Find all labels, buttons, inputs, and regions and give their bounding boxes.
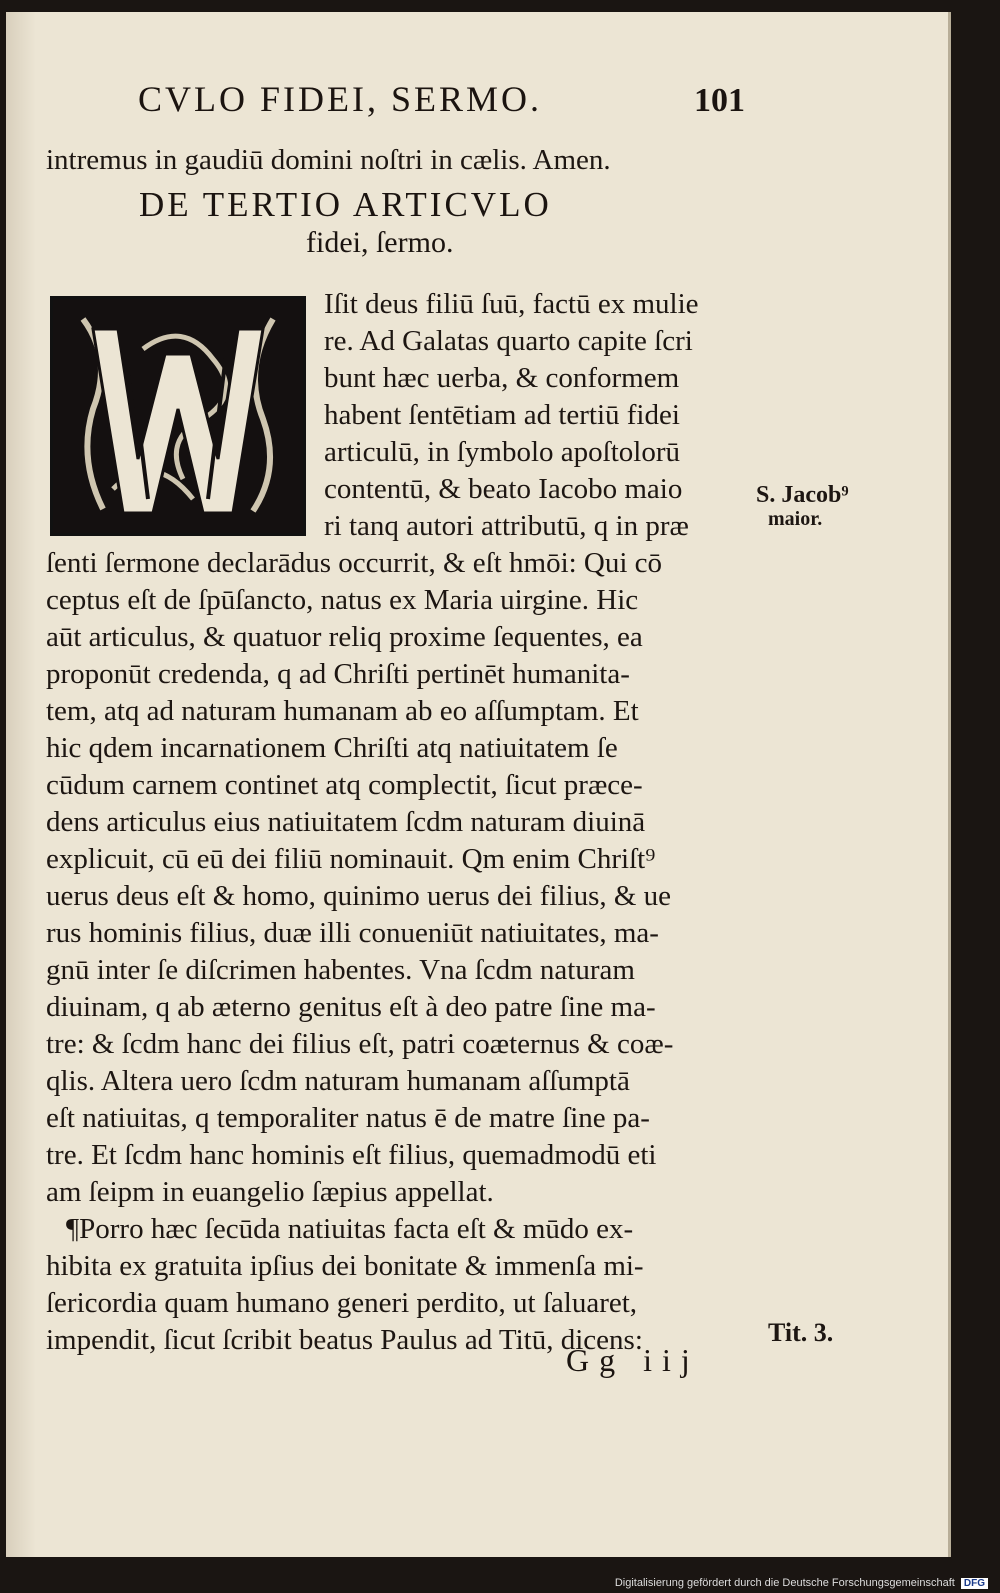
text-line: tre: & ſcdm hanc dei filius eſt, patri coæternus & coæ- xyxy=(46,1028,674,1060)
digitization-footer xyxy=(615,1577,988,1589)
text-line: intremus in gaudiū domini noſtri in cælis. Amen. xyxy=(46,144,611,176)
text-line: diuinam, q ab æterno genitus eſt à deo patre ſine ma- xyxy=(46,991,656,1023)
text-line: hibita ex gratuita ipſius dei bonitate & immenſa mi- xyxy=(46,1250,644,1282)
text-line: aūt articulus, & quatuor reliq proxime ſequentes, ea xyxy=(46,621,643,653)
text-line: ¶Porro hæc ſecūda natiuitas facta eſt & mūdo ex- xyxy=(66,1213,634,1245)
margin-note-tit: Tit. 3. xyxy=(768,1318,834,1347)
text-line: uerus deus eſt & homo, quinimo uerus dei filius, & ue xyxy=(46,880,672,912)
text-line: ri tanq autori attributū, q in præ xyxy=(324,510,689,542)
margin-note-jacob: S. Jacob⁹ xyxy=(756,482,849,508)
text-line: ſericordia quam humano generi perdito, ut ſaluaret, xyxy=(46,1287,638,1319)
text-line: eſt natiuitas, q temporaliter natus ē de matre ſine pa- xyxy=(46,1102,650,1134)
text-line: am ſeipm in euangelio ſæpius appellat. xyxy=(46,1176,494,1208)
text-line: tem, atq ad naturam humanam ab eo aſſumptam. Et xyxy=(46,695,639,727)
text-line: habent ſentētiam ad tertiū fidei xyxy=(324,399,680,431)
svg-text:M: M xyxy=(178,531,179,532)
text-line: proponūt credenda, q ad Chriſti pertinēt humanita- xyxy=(46,658,630,690)
dfg-logo: DFG xyxy=(961,1578,988,1589)
text-line: dens articulus eius natiuitatem ſcdm naturam diuinā xyxy=(46,806,646,838)
text-line: ſenti ſermone declarādus occurrit, & eſt hmōi: Qui cō xyxy=(46,547,663,579)
page-gutter-shade xyxy=(6,12,36,1557)
text-line: Iſit deus filiū ſuū, factū ex mulie xyxy=(324,288,699,320)
footer-text: Digitalisierung gefördert durch die Deutsche Forschungsgemeinschaft xyxy=(614,1577,955,1589)
decorated-initial-m xyxy=(50,296,306,536)
text-line: tre. Et ſcdm hanc hominis eſt filius, quemadmodū eti xyxy=(46,1139,657,1171)
text-line: articulū, in ſymbolo apoſtolorū xyxy=(324,436,681,468)
text-line: explicuit, cū eū dei filiū nominauit. Qm enim Chriſt⁹ xyxy=(46,843,656,875)
text-line: rus hominis filius, duæ illi conueniūt natiuitates, ma- xyxy=(46,917,659,949)
signature-mark: Gg iij xyxy=(566,1342,700,1378)
section-subtitle: fidei, ſermo. xyxy=(306,226,454,259)
text-line: gnū inter ſe diſcrimen habentes. Vna ſcdm naturam xyxy=(46,954,635,986)
text-line: cūdum carnem continet atq complectit, ſicut præce- xyxy=(46,769,643,801)
text-line: hic qdem incarnationem Chriſti atq natiuitatem ſe xyxy=(46,732,618,764)
text-line: re. Ad Galatas quarto capite ſcri xyxy=(324,325,693,357)
section-title: DE TERTIO ARTICVLO xyxy=(139,185,552,224)
text-line: qlis. Altera uero ſcdm naturam humanam aſſumptā xyxy=(46,1065,630,1097)
book-page xyxy=(6,12,951,1557)
folio-number: 101 xyxy=(694,82,745,119)
text-line: impendit, ſicut ſcribit beatus Paulus ad Titū, dicens: xyxy=(46,1324,643,1356)
text-line: bunt hæc uerba, & conformem xyxy=(324,362,680,394)
margin-note-maior: maior. xyxy=(768,508,823,530)
initial-ornament xyxy=(53,299,303,533)
running-head: CVLO FIDEI, SERMO. xyxy=(138,79,543,119)
text-line: contentū, & beato Iacobo maio xyxy=(324,473,683,505)
text-line: ceptus eſt de ſpūſancto, natus ex Maria uirgine. Hic xyxy=(46,584,639,616)
